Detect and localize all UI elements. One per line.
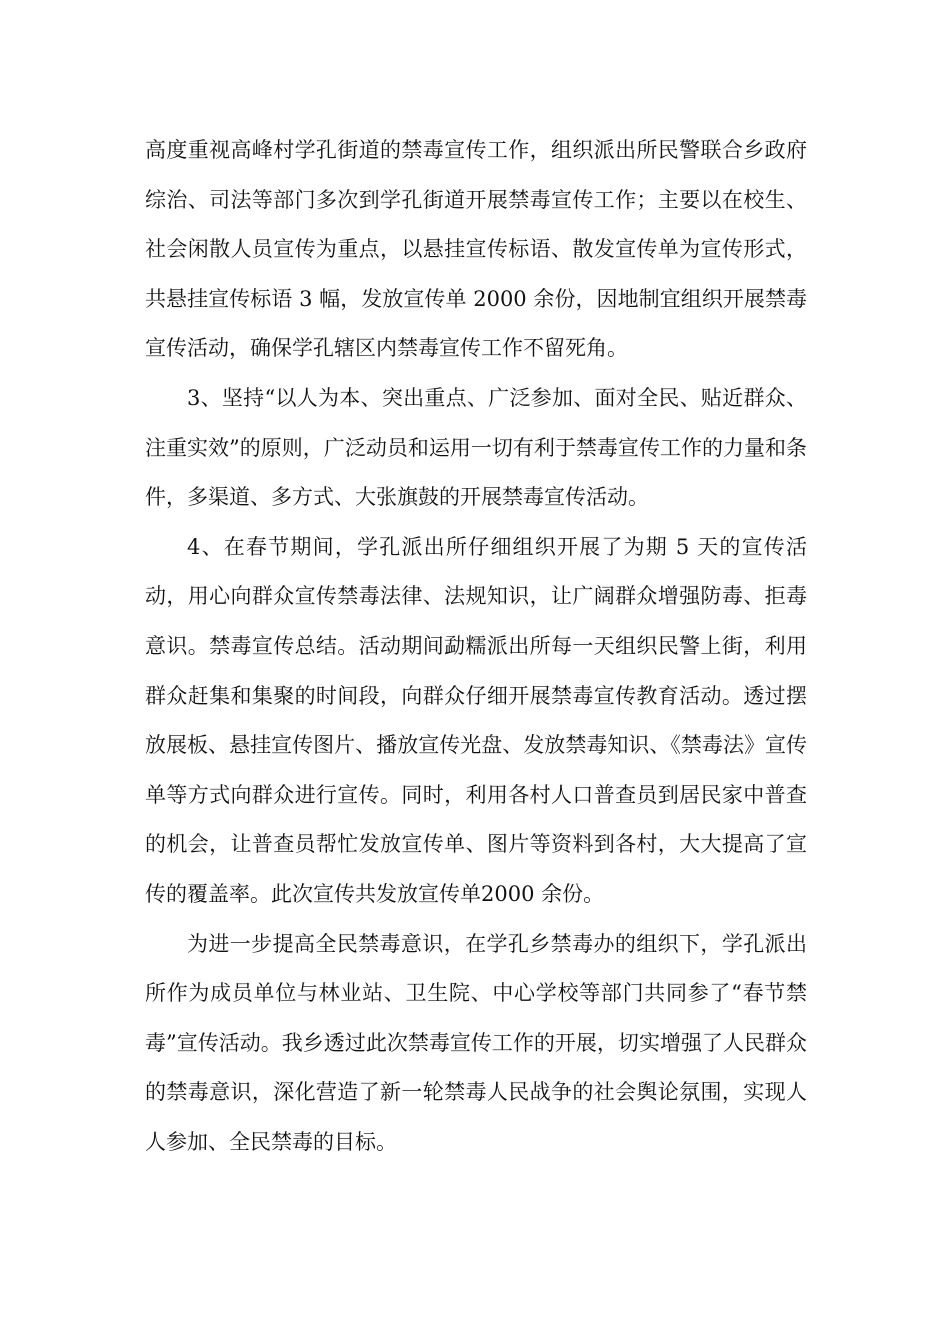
paragraph-item-4: 4、在春节期间，学孔派出所仔细组织开展了为期 5 天的宣传活动，用心向群众宣传禁毒法律、法规知识，让广阔群众增强防毒、拒毒意识。禁毒宣传总结。活动期间勐糯派出所每一天组织民警上街，利用群众赶集和集聚的时间段，向群众仔细开展禁毒宣传教育活动。透过摆放展板、悬挂宣传图片、播放宣传光盘、发放禁毒知识、《禁毒法》宣传单等方式向群众进行宣传。同时，利用各村人口普查员到居民家中普查的机会，让普查员帮忙发放宣传单、图片等资料到各村，大大提高了宣传的覆盖率。此次宣传共发放宣传单2000 余份。 <box>145 534 807 906</box>
paragraph-continued: 高度重视高峰村学孔街道的禁毒宣传工作，组织派出所民警联合乡政府综治、司法等部门多次到学孔街道开展禁毒宣传工作；主要以在校生、社会闲散人员宣传为重点，以悬挂宣传标语、散发宣传单为宣传形式，共悬挂宣传标语 3 幅，发放宣传单 2000 余份，因地制宜组织开展禁毒宣传活动，确保学孔辖区内禁毒宣传工作不留死角。 <box>145 138 807 361</box>
paragraph-conclusion: 为进一步提高全民禁毒意识，在学孔乡禁毒办的组织下，学孔派出所作为成员单位与林业站、卫生院、中心学校等部门共同参了“春节禁毒”宣传活动。我乡透过此次禁毒宣传工作的开展，切实增强了人民群众的禁毒意识，深化营造了新一轮禁毒人民战争的社会舆论氛围，实现人人参加、全民禁毒的目标。 <box>145 931 807 1154</box>
paragraph-item-3: 3、坚持“以人为本、突出重点、广泛参加、面对全民、贴近群众、注重实效”的原则，广泛动员和运用一切有利于禁毒宣传工作的力量和条件，多渠道、多方式、大张旗鼓的开展禁毒宣传活动。 <box>145 385 807 510</box>
document-body <box>145 126 807 1167</box>
